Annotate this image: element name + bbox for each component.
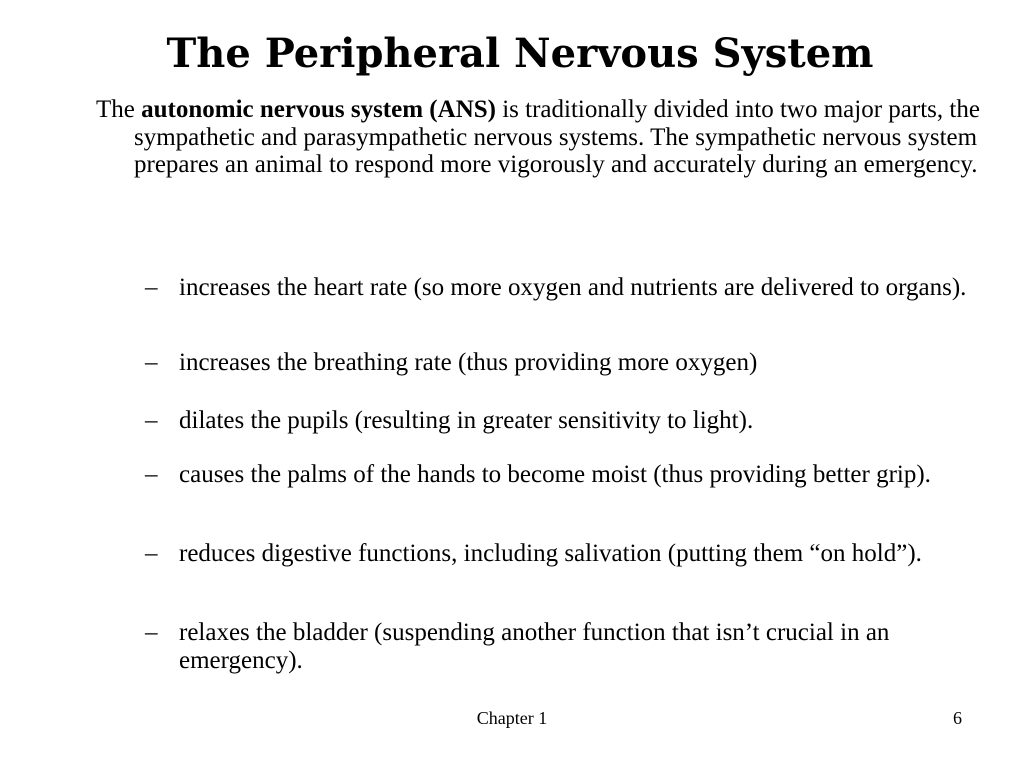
bullet-item bbox=[145, 619, 985, 674]
bullet-text: causes the palms of the hands to become moist (thus providing better grip). bbox=[179, 461, 931, 488]
bullet-dash: – bbox=[145, 349, 158, 376]
bullet-dash: – bbox=[145, 461, 158, 488]
bullet-dash: – bbox=[145, 619, 158, 646]
slide-title: The Peripheral Nervous System bbox=[166, 30, 874, 77]
bullet-item bbox=[145, 461, 985, 489]
bullet-dash: – bbox=[145, 274, 158, 301]
bullet-text: increases the breathing rate (thus providing more oxygen) bbox=[179, 349, 758, 376]
intro-rest: is traditionally divided into two major parts, the sympathetic and parasympathetic nervous systems. The sympathetic nervous system prepares an animal to respond more vigorously and accurately during an emergency. bbox=[134, 96, 980, 178]
intro-bold-term: autonomic nervous system (ANS) bbox=[141, 96, 496, 123]
footer-page-number: 6 bbox=[953, 708, 962, 728]
bullet-item bbox=[145, 407, 985, 435]
bullet-dash: – bbox=[145, 407, 158, 434]
bullet-text: dilates the pupils (resulting in greater sensitivity to light). bbox=[179, 407, 754, 434]
bullet-text: reduces digestive functions, including salivation (putting them “on hold”). bbox=[179, 540, 922, 567]
bullet-item bbox=[145, 540, 985, 568]
bullet-text: increases the heart rate (so more oxygen and nutrients are delivered to organs). bbox=[179, 274, 967, 301]
intro-paragraph bbox=[96, 96, 984, 179]
footer-chapter: Chapter 1 bbox=[476, 708, 548, 728]
bullet-text: relaxes the bladder (suspending another function that isn’t crucial in an emergency). bbox=[179, 619, 890, 674]
bullet-item bbox=[145, 274, 985, 302]
intro-lead: The bbox=[96, 96, 142, 123]
bullet-item bbox=[145, 349, 985, 377]
bullet-dash: – bbox=[145, 540, 158, 567]
